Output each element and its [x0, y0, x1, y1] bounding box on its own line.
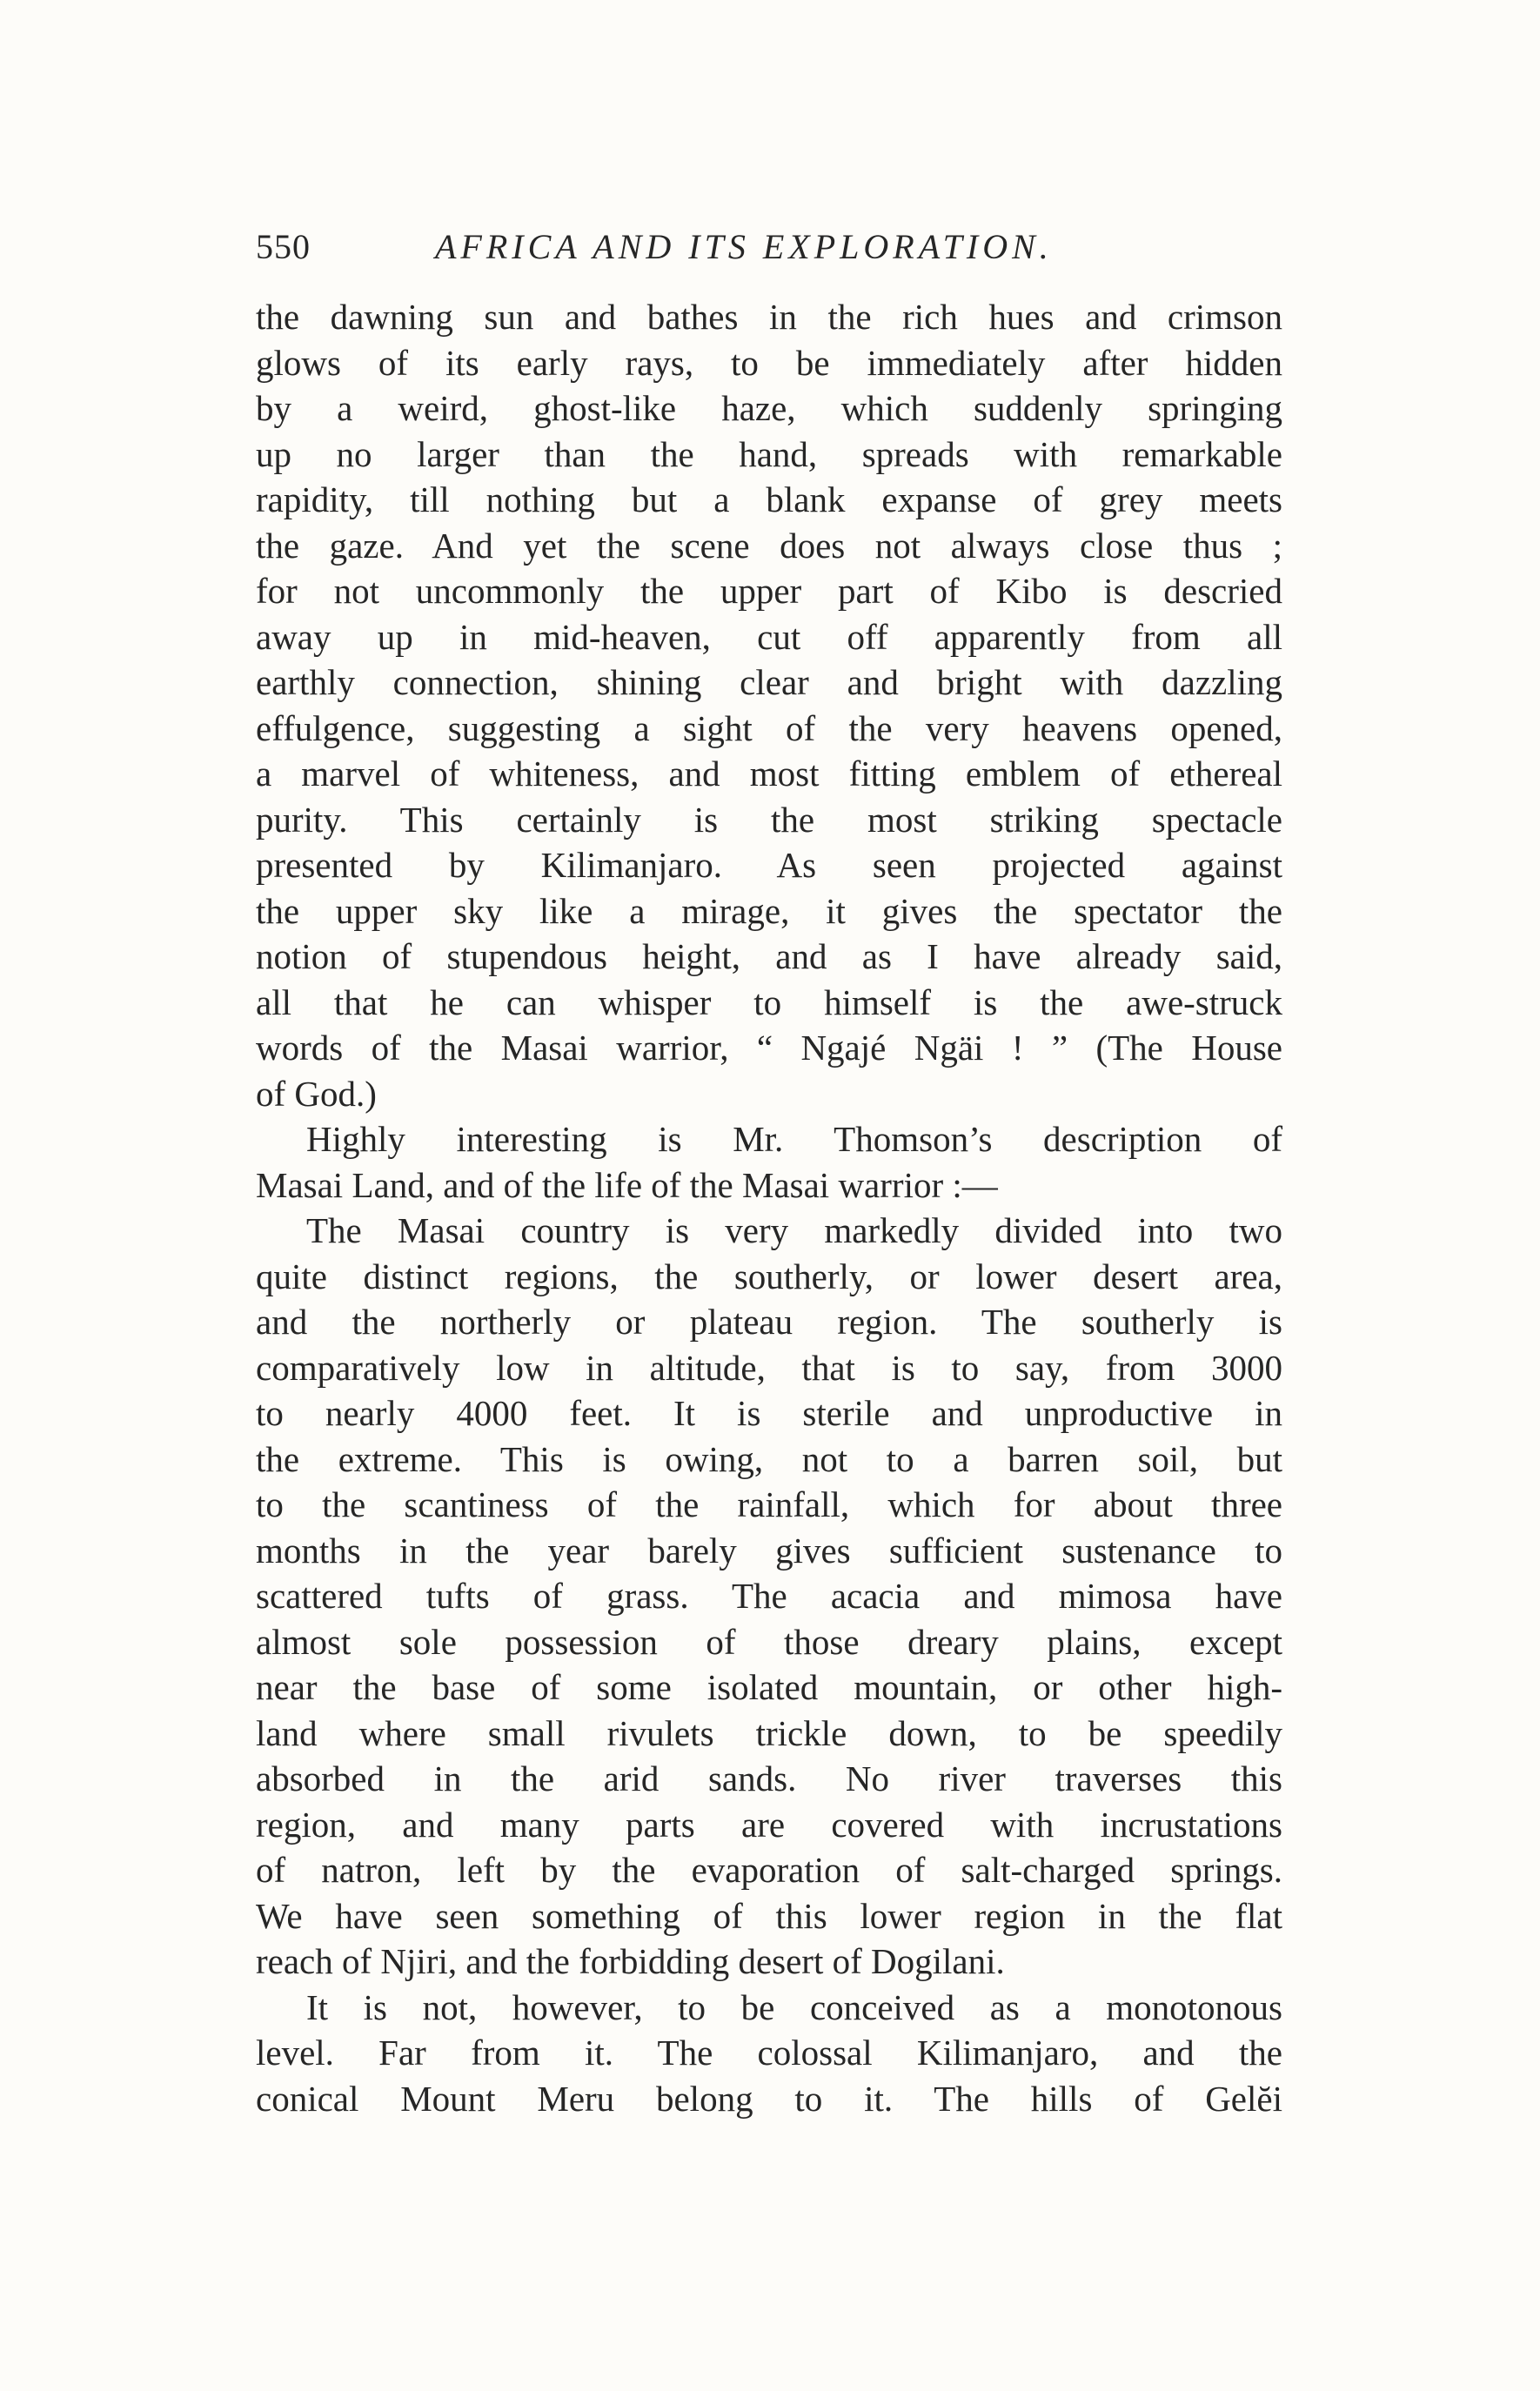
- text-line: comparatively low in altitude, that is to say, from 3000: [256, 1347, 1282, 1388]
- text-line: the dawning sun and bathes in the rich hues and crimson: [256, 297, 1282, 337]
- text-line: reach of Njiri, and the forbidding desert of Dogilani.: [256, 1941, 1005, 1981]
- text-line: We have seen something of this lower region in the flat: [256, 1895, 1282, 1936]
- text-line: quite distinct regions, the southerly, or lower desert area,: [256, 1256, 1282, 1296]
- text-line: near the base of some isolated mountain, or other high-: [256, 1667, 1282, 1707]
- text-line: glows of its early rays, to be immediately after hidden: [256, 342, 1282, 383]
- text-line: purity. This certainly is the most striking spectacle: [256, 799, 1282, 840]
- text-line: the extreme. This is owing, not to a barren soil, but: [256, 1438, 1282, 1479]
- text-line: The Masai country is very markedly divided into two: [306, 1210, 1282, 1250]
- text-line: to nearly 4000 feet. It is sterile and unproductive in: [256, 1393, 1282, 1433]
- text-line: rapidity, till nothing but a blank expanse of grey meets: [256, 479, 1282, 519]
- text-line: earthly connection, shining clear and bright with dazzling: [256, 662, 1282, 702]
- text-line: words of the Masai warrior, “ Ngajé Ngäi ! ” (The House: [256, 1028, 1282, 1068]
- text-line: presented by Kilimanjaro. As seen projected against: [256, 845, 1282, 885]
- text-line: absorbed in the arid sands. No river traverses this: [256, 1758, 1282, 1798]
- text-line: all that he can whisper to himself is the awe-struck: [256, 981, 1282, 1022]
- text-line: scattered tufts of grass. The acacia and mimosa have: [256, 1576, 1282, 1616]
- text-line: away up in mid-heaven, cut off apparently from all: [256, 616, 1282, 657]
- text-line: of natron, left by the evaporation of salt-charged springs.: [256, 1850, 1282, 1890]
- text-line: It is not, however, to be conceived as a monotonous: [306, 1986, 1282, 2027]
- text-line: months in the year barely gives sufficient sustenance to: [256, 1530, 1282, 1571]
- text-line: the gaze. And yet the scene does not always close thus ;: [256, 525, 1282, 566]
- text-line: Masai Land, and of the life of the Masai warrior :—: [256, 1164, 998, 1205]
- text-line: Highly interesting is Mr. Thomson’s description of: [306, 1119, 1282, 1159]
- text-line: effulgence, suggesting a sight of the very heavens opened,: [256, 707, 1282, 748]
- page-number: 550: [256, 227, 311, 266]
- text-line: and the northerly or plateau region. The southerly is: [256, 1302, 1282, 1342]
- running-title: AFRICA AND ITS EXPLORATION.: [435, 227, 1053, 266]
- body-text: [256, 294, 1282, 2121]
- running-head: [256, 221, 1282, 273]
- text-line: for not uncommonly the upper part of Kibo is descried: [256, 571, 1282, 611]
- text-line: conical Mount Meru belong to it. The hills of Gelĕi: [256, 2078, 1282, 2119]
- text-line: level. Far from it. The colossal Kilimanjaro, and the: [256, 2033, 1282, 2073]
- text-line: almost sole possession of those dreary plains, except: [256, 1621, 1282, 1662]
- text-line: the upper sky like a mirage, it gives the spectator the: [256, 890, 1282, 931]
- text-line: notion of stupendous height, and as I have already said,: [256, 936, 1282, 976]
- text-line: land where small rivulets trickle down, to be speedily: [256, 1712, 1282, 1753]
- text-line: of God.): [256, 1073, 377, 1114]
- text-line: a marvel of whiteness, and most fitting emblem of ethereal: [256, 753, 1282, 794]
- text-line: to the scantiness of the rainfall, which for about three: [256, 1484, 1282, 1524]
- text-line: up no larger than the hand, spreads with remarkable: [256, 433, 1282, 474]
- text-line: region, and many parts are covered with incrustations: [256, 1804, 1282, 1845]
- text-line: by a weird, ghost-like haze, which suddenly springing: [256, 388, 1282, 428]
